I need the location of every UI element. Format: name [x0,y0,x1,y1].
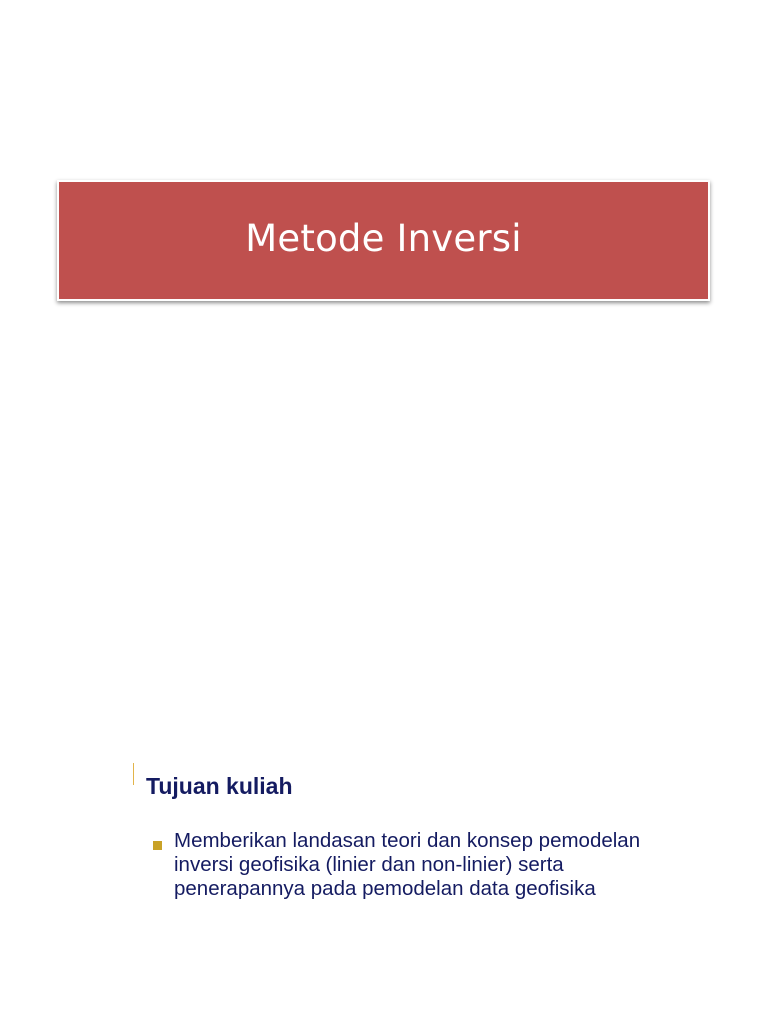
title-banner [57,180,710,301]
accent-line [133,763,134,785]
bullet-item-text: Memberikan landasan teori dan konsep pemodelan inversi geofisika (linier dan non-linier) serta penerapannya pada pemodelan data geofisika [174,829,641,900]
slide-title: Metode Inversi [245,217,522,260]
section-heading: Tujuan kuliah [146,773,293,799]
bullet-square-icon [153,841,162,850]
